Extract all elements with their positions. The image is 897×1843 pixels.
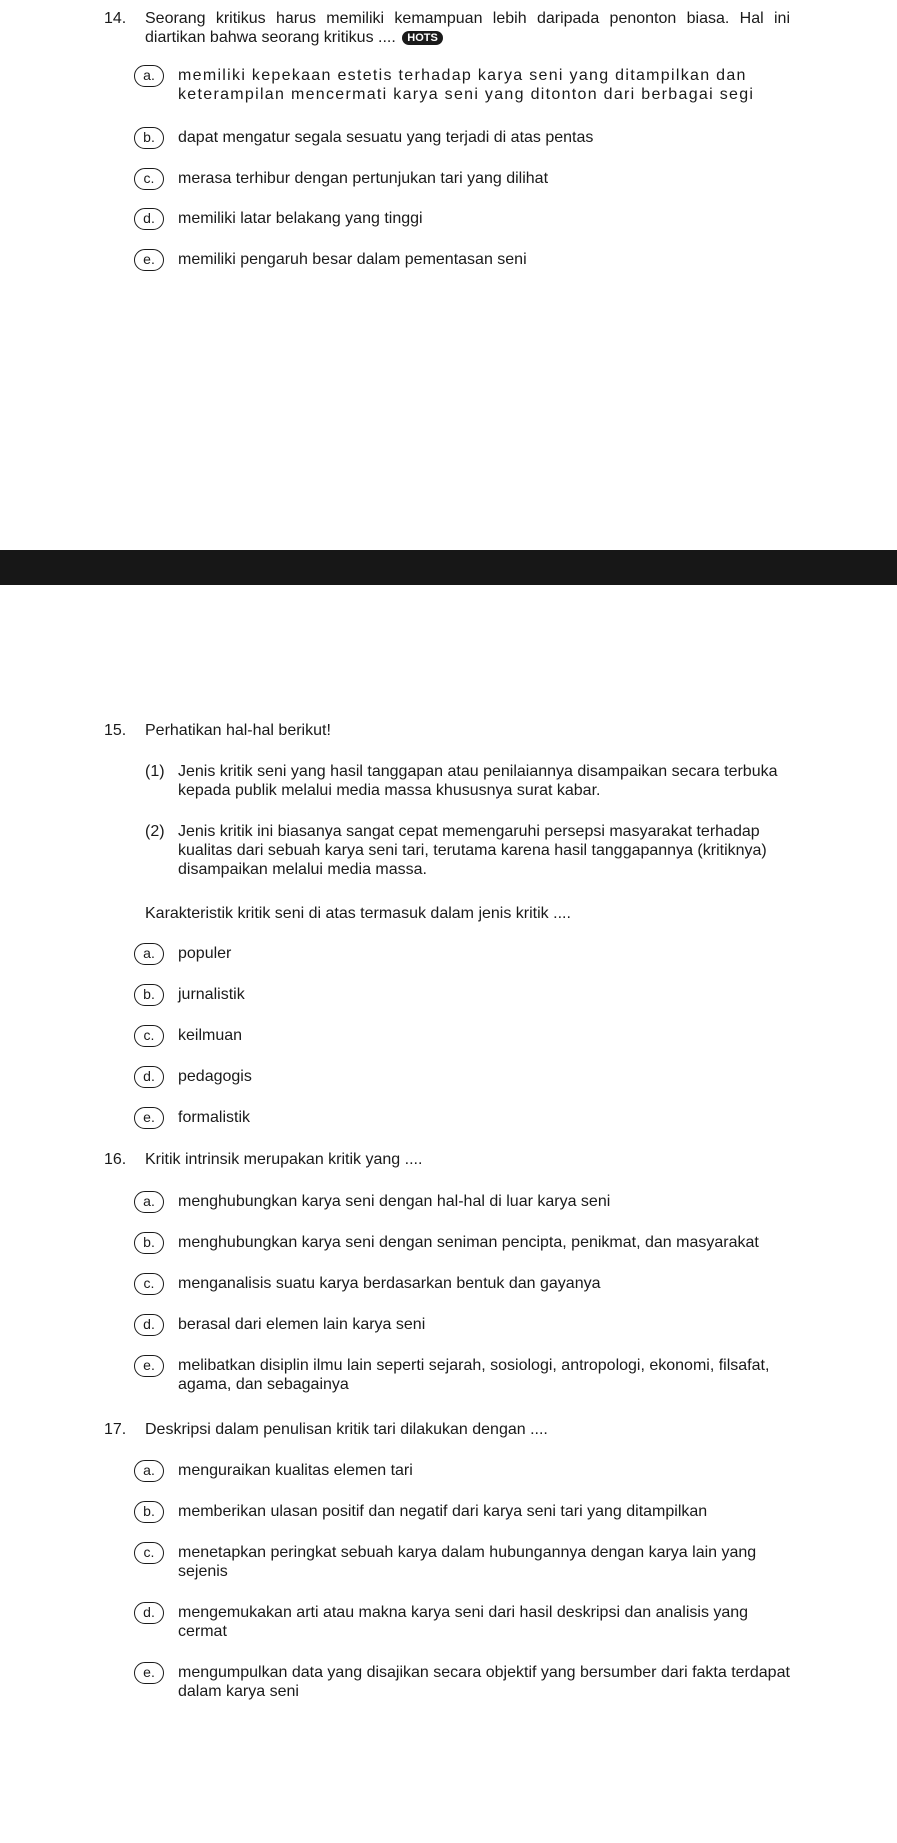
option-text: dapat mengatur segala sesuatu yang terjadi di atas pentas bbox=[178, 129, 594, 146]
page-separator-bar bbox=[0, 550, 897, 585]
q14-text bbox=[145, 9, 790, 47]
item-text: Jenis kritik ini biasanya sangat cepat memengaruhi persepsi masyarakat terhadap kualitas dari sebuah karya seni tari, terutama karena hasil tanggapannya (kritiknya) disampaikan melalui media massa. bbox=[178, 823, 767, 878]
option-letter: d. bbox=[134, 208, 164, 230]
option-text: jurnalistik bbox=[178, 986, 245, 1003]
option-letter: d. bbox=[134, 1314, 164, 1336]
option-letter: d. bbox=[134, 1602, 164, 1624]
option-text: melibatkan disiplin ilmu lain seperti sejarah, sosiologi, antropologi, ekonomi, filsafat, agama, dan sebagainya bbox=[178, 1357, 770, 1393]
q17-text: Deskripsi dalam penulisan kritik tari dilakukan dengan .... bbox=[145, 1421, 548, 1438]
option-text: menganalisis suatu karya berdasarkan bentuk dan gayanya bbox=[178, 1275, 601, 1292]
option-letter: b. bbox=[134, 1501, 164, 1523]
option-letter: c. bbox=[134, 1273, 164, 1295]
option-letter: a. bbox=[134, 943, 164, 965]
option-letter: a. bbox=[134, 1191, 164, 1213]
option-letter: e. bbox=[134, 1355, 164, 1377]
q17-number: 17. bbox=[104, 1421, 127, 1438]
option-letter: e. bbox=[134, 1107, 164, 1129]
q16-number: 16. bbox=[104, 1151, 127, 1168]
option-letter: a. bbox=[134, 1460, 164, 1482]
option-letter: e. bbox=[134, 1662, 164, 1684]
item-number: (1) bbox=[145, 763, 165, 780]
option-letter: c. bbox=[134, 1542, 164, 1564]
option-text: pedagogis bbox=[178, 1068, 252, 1085]
option-letter: b. bbox=[134, 1232, 164, 1254]
option-text: formalistik bbox=[178, 1109, 251, 1126]
q15-number: 15. bbox=[104, 722, 127, 739]
option-text: menguraikan kualitas elemen tari bbox=[178, 1462, 413, 1479]
option-text: menetapkan peringkat sebuah karya dalam hubungannya dengan karya lain yang sejenis bbox=[178, 1544, 757, 1580]
option-text: populer bbox=[178, 945, 232, 962]
option-letter: b. bbox=[134, 127, 164, 149]
option-letter: c. bbox=[134, 1025, 164, 1047]
option-text: memberikan ulasan positif dan negatif dari karya seni tari yang ditampilkan bbox=[178, 1503, 708, 1520]
q16-text: Kritik intrinsik merupakan kritik yang .... bbox=[145, 1151, 423, 1168]
item-text: Jenis kritik seni yang hasil tanggapan atau penilaiannya disampaikan secara terbuka kepada publik melalui media massa khususnya surat kabar. bbox=[178, 763, 778, 799]
option-text: mengemukakan arti atau makna karya seni dari hasil deskripsi dan analisis yang cermat bbox=[178, 1604, 749, 1640]
hots-badge: HOTS bbox=[402, 31, 443, 45]
option-letter: c. bbox=[134, 168, 164, 190]
q14-number: 14. bbox=[104, 10, 127, 27]
option-text: memiliki latar belakang yang tinggi bbox=[178, 210, 423, 227]
option-text: menghubungkan karya seni dengan seniman pencipta, penikmat, dan masyarakat bbox=[178, 1234, 759, 1251]
option-letter: a. bbox=[134, 65, 164, 87]
q14-question: Seorang kritikus harus memiliki kemampuan lebih daripada penonton biasa. Hal ini diartikan bahwa seorang kritikus .... bbox=[145, 10, 790, 46]
item-number: (2) bbox=[145, 823, 165, 840]
option-text: memiliki kepekaan estetis terhadap karya seni yang ditampilkan dan keterampilan mencermati karya seni yang ditonton dari berbagai segi bbox=[178, 67, 755, 103]
option-text: keilmuan bbox=[178, 1027, 243, 1044]
option-letter: d. bbox=[134, 1066, 164, 1088]
option-text: merasa terhibur dengan pertunjukan tari yang dilihat bbox=[178, 170, 549, 187]
q15-text: Perhatikan hal-hal berikut! bbox=[145, 722, 331, 739]
q15-prompt: Karakteristik kritik seni di atas termasuk dalam jenis kritik .... bbox=[145, 905, 571, 922]
option-text: memiliki pengaruh besar dalam pementasan seni bbox=[178, 251, 527, 268]
option-text: mengumpulkan data yang disajikan secara objektif yang bersumber dari fakta terdapat dalam karya seni bbox=[178, 1664, 790, 1700]
page-bottom bbox=[0, 585, 897, 1843]
option-text: menghubungkan karya seni dengan hal-hal di luar karya seni bbox=[178, 1193, 611, 1210]
option-text: berasal dari elemen lain karya seni bbox=[178, 1316, 426, 1333]
option-letter: b. bbox=[134, 984, 164, 1006]
page-top bbox=[0, 0, 897, 550]
option-letter: e. bbox=[134, 249, 164, 271]
